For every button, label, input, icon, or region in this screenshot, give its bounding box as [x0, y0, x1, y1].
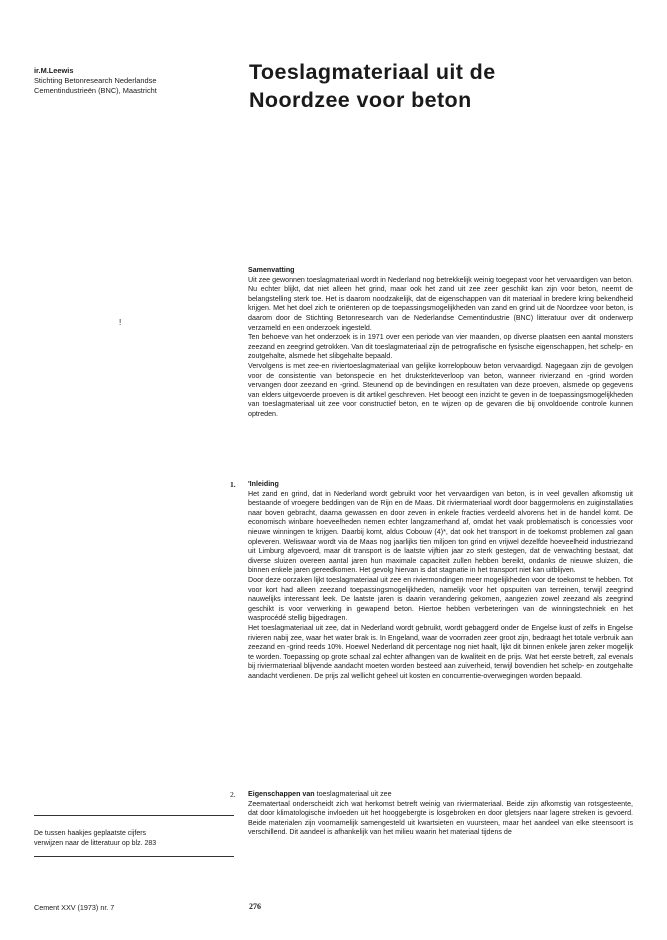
journal-reference: Cement XXV (1973) nr. 7: [34, 903, 115, 912]
section-1-paragraph-3: Het toeslagmateriaal uit zee, dat in Nederland wordt gebruikt, wordt gebaggerd onder de Engelse kust of zelfs in Engelse rivieren nabij zee, waar het water brak is. In Engeland, waar de voorraden zeer groot zijn, bedraagt het totale verbruik aan zeezand en -grind reeds 10%. Hoewel Nederland dit percentage nog niet haalt, lijkt dit binnen enkele jaren zeker mogelijk te worden. Toepassing op grote schaal zal echter afhangen van de kwaliteit en de prijs. Wat het eerste betreft, zal evenals bij riviermateriaal blijvende aandacht moeten worden besteed aan zuiverheid, terwijl bovendien het schelp- en zoutgehalte aandacht verdienen. De prijs zal wellicht geheel uit kosten en concurrentie-overwegingen worden bepaald.: [248, 623, 633, 680]
summary-heading: Samenvatting: [248, 266, 295, 274]
section-1-paragraph-2: Door deze oorzaken lijkt toeslagmateriaal uit zee en riviermondingen meer mogelijkheden voor de toekomst te hebben. Tot voor kort had alleen zeezand toepassingsmogelijkheden, namelijk voor het opspuiten van terreinen, terwijl zeegrind nauwelijks interessant leek. De laatste jaren is daarin verandering gekomen, aangezien zowel zeezand als zeegrind geschikt is voor verwerking in gewapend beton. Hiertoe hebben verbeteringen van de winningstechniek en het wasprocédé stellig bijgedragen.: [248, 575, 633, 623]
footnote-line1: De tussen haakjes geplaatste cijfers: [34, 830, 147, 837]
section-1-number: 1.: [230, 480, 236, 489]
author-affiliation-line1: Stichting Betonresearch Nederlandse: [34, 76, 157, 85]
summary-paragraph-2: Ten behoeve van het onderzoek is in 1971 over een periode van vier maanden, op diverse plaatsen een aantal monsters zeezand en zeegrind getrokken. Van dit toeslagmateriaal zijn de petrografische en fysische eigenschappen, het schelp- en zoutgehalte, alsmede het slibgehalte bepaald.: [248, 333, 633, 361]
section-1-paragraph-1: Het zand en grind, dat in Nederland wordt gebruikt voor het vervaardigen van beton, is in veel gevallen afkomstig uit bestaande of vroegere beddingen van de Rijn en de Maas. Dit riviermateriaal wordt door baggermolens en zuiginstallaties naar boven gebracht, daarna gewassen en door zeven in enkele fracties verdeeld alvorens het in de handel komt. De economisch winbare hoeveelheden nemen echter langzamerhand af, omdat het vaak problematisch is concessies voor nieuwe winningen te krijgen. Daarbij komt, aldus Cobouw (4)*, dat ook het transport in de toekomst problemen zal gaan opleveren. Weliswaar wordt via de Maas nog jaarlijks tien miljoen ton grind en vrijwel dezelfde hoeveelheid industriezand uit Limburg afgevoerd, maar dit transport is de laatste vijftien jaar zo sterk gestegen, dat de verwachting bestaat, dat diverse sluizen overeen aantal jaren hun maximale capaciteit zullen hebben bereikt, ondanks de nieuwe sluizen, die binnen enkele jaren gereedkomen. Het gevolg hiervan is dat stagnatie in het transport niet kan uitblijven.: [248, 489, 633, 575]
author-affiliation-line2: Cementindustrieën (BNC), Maastricht: [34, 86, 157, 95]
title-line1: Toeslagmateriaal uit de: [249, 60, 496, 84]
section-2-title-part1: Eigenschappen van: [248, 790, 317, 798]
title-line2: Noordzee voor beton: [249, 88, 472, 112]
section-2-title-part2: toeslagmateriaal uit zee: [316, 790, 392, 798]
page-number: 276: [249, 902, 261, 911]
summary-block: [248, 266, 633, 420]
summary-paragraph-3: Vervolgens is met zee-en riviertoeslagmateriaal van gelijke korrelopbouw beton vervaardigd. Nagegaan zijn de gevolgen voor de consistentie van betonspecie en het druksterkteverloop van beton, wanneer rivierzand en -grind worden vervangen door zeezand en -grind. Steunend op de bevindingen en resultaten van deze proeven, alsmede op gegevens van elders uitgevoerde proeven is dit artikel geschreven. Het beoogt een inzicht te geven in de toepassingsmogelijkheden van toeslagmateriaal uit zee voor constructief beton, en te wijzen op de gevaren die bij onvoldoende controle kunnen optreden.: [248, 361, 633, 418]
section-1-heading: [230, 480, 633, 490]
summary-paragraph-1: Uit zee gewonnen toeslagmateriaal wordt in Nederland nog betrekkelijk weinig toegepast voor het vervaardigen van beton. Nu echter blijkt, dat niet alleen het grind, maar ook het zand uit zee zeer geschikt kan zijn voor beton, neemt de belangstelling sterk toe. Het is daarom noodzakelijk, dat de eigenschappen van dit materiaal in bredere kring bekendheid krijgen. Met het doel zich te oriënteren op de toepassingsmogelijkheden van zand en grind uit de Noordzee voor beton, is daarom door de Stichting Betonresearch van de Nederlandse Cementindustrie (BNC) litteratuur over dit onderwerp verzameld en een onderzoek ingesteld.: [248, 275, 633, 332]
section-1: [230, 480, 633, 681]
section-2-number: 2.: [230, 790, 236, 799]
section-2-heading: [230, 790, 633, 800]
footnote-line2: verwijzen naar de litteratuur op blz. 283: [34, 840, 157, 847]
footnote-rule-bottom: [34, 856, 234, 857]
section-2: [230, 790, 633, 838]
article-title: [249, 58, 496, 114]
section-1-title: 'Inleiding: [248, 480, 279, 488]
footnote: [34, 829, 156, 849]
section-2-paragraph-1: Zeematertaal onderscheidt zich wat herkomst betreft weinig van riviermateriaal. Beide zijn afkomstig van rotsgesteente, dat door klimatologische invloeden uit het hooggebergte is losgebroken en door gletsjers naar lagere streken is gevoerd. Beide materialen zijn voornamelijk samengesteld uit kwartsieten en vuursteen, maar het aandeel van elke steensoort is verschillend. Dit aandeel is afhankelijk van het milieu waarin het materiaal tijdens de: [248, 799, 633, 837]
footnote-rule-top: [34, 815, 234, 816]
author-block: [34, 66, 157, 96]
margin-mark: !: [119, 318, 122, 327]
author-name: ir.M.Leewis: [34, 66, 74, 75]
